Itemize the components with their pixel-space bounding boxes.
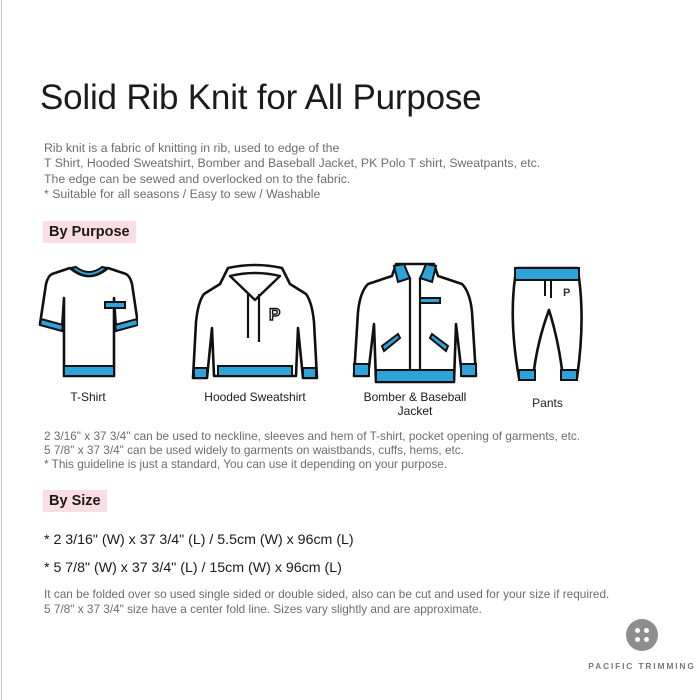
by-size-heading: By Size xyxy=(43,490,107,512)
size-item: * 5 7/8" (W) x 37 3/4" (L) / 15cm (W) x 96cm (L) xyxy=(44,560,342,576)
garment-label xyxy=(364,390,467,418)
garment-pants xyxy=(505,262,590,410)
guide-line: 5 7/8" x 37 3/4" can be used widely to garments on waistbands, cuffs, hems, etc. xyxy=(44,443,464,458)
garment-tshirt xyxy=(38,262,138,404)
svg-text:P: P xyxy=(563,287,571,299)
brand-name: PACIFIC TRIMMING xyxy=(588,661,696,671)
intro-text xyxy=(44,141,540,202)
note-line: 5 7/8" x 37 3/4" size have a center fold line. Sizes vary slightly and are approximate. xyxy=(44,601,482,616)
brand-block xyxy=(588,619,696,671)
purpose-guide xyxy=(44,429,580,472)
page-border xyxy=(1,0,2,700)
garment-jacket xyxy=(350,258,480,418)
guide-line: 2 3/16" x 37 3/4" can be used to neckline, sleeves and hem of T-shirt, pocket opening of garments, etc. xyxy=(44,429,581,443)
garment-hoodie xyxy=(190,262,320,404)
intro-line: * Suitable for all seasons / Easy to sew / Washable xyxy=(44,186,321,201)
button-logo-icon xyxy=(626,619,658,651)
intro-line: Rib knit is a fabric of knitting in rib, used to edge of the xyxy=(44,141,340,155)
by-purpose-heading: By Purpose xyxy=(43,221,136,243)
garment-label: Pants xyxy=(532,396,563,410)
note-line: It can be folded over so used single sided or double sided, also can be cut and used for your size if required. xyxy=(44,587,610,601)
jacket-icon xyxy=(350,258,480,384)
size-item: * 2 3/16" (W) x 37 3/4" (L) / 5.5cm (W) x 96cm (L) xyxy=(44,532,354,548)
tshirt-icon xyxy=(38,262,138,384)
guide-line: * This guideline is just a standard, You can use it depending on your purpose. xyxy=(44,457,448,472)
size-notes xyxy=(44,587,609,616)
hoodie-icon xyxy=(190,262,320,384)
pants-icon xyxy=(505,262,590,390)
intro-line: The edge can be sewed and overlocked on to the fabric. xyxy=(44,171,351,186)
garment-label-line: Bomber & Baseball xyxy=(363,390,467,404)
garment-label: Hooded Sweatshirt xyxy=(204,390,306,404)
garment-label: T-Shirt xyxy=(70,390,106,404)
svg-text:P: P xyxy=(269,305,281,324)
garment-label-line: Jacket xyxy=(397,404,433,418)
page-title: Solid Rib Knit for All Purpose xyxy=(40,78,482,117)
intro-line: T Shirt, Hooded Sweatshirt, Bomber and Baseball Jacket, PK Polo T shirt, Sweatpants, etc. xyxy=(44,156,541,171)
size-list xyxy=(44,532,354,588)
